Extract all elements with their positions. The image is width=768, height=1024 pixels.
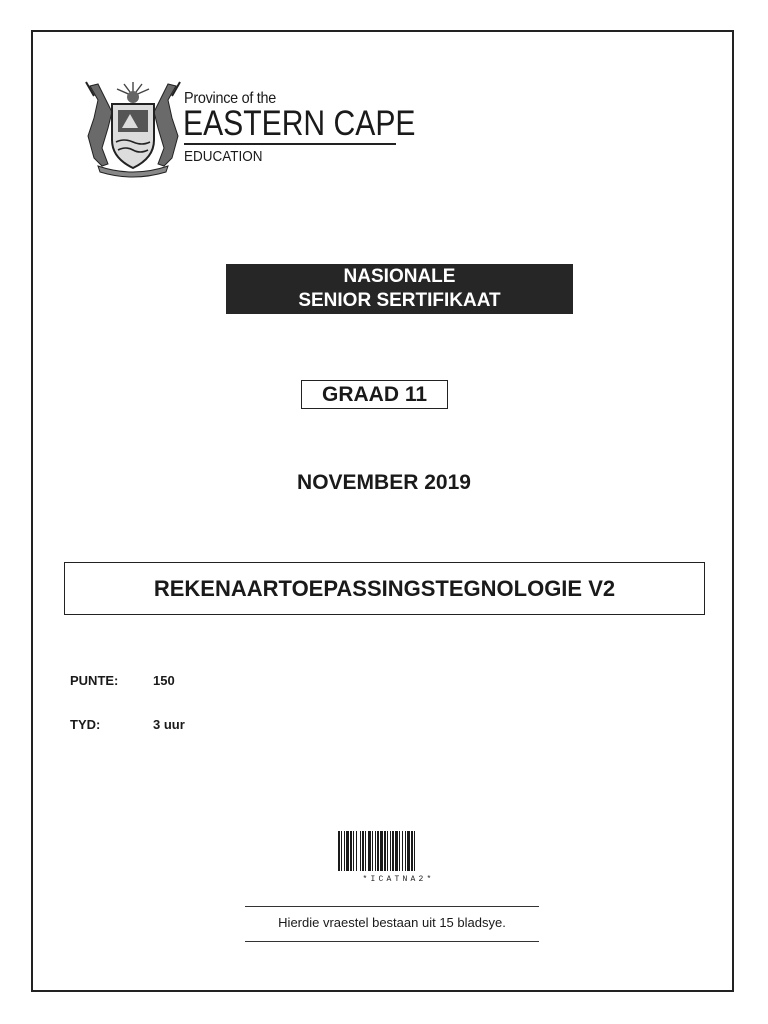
subject-title: REKENAARTOEPASSINGSTEGNOLOGIE V2 [64, 562, 705, 615]
certificate-banner [226, 264, 573, 314]
logo-divider [184, 143, 396, 145]
time-label: TYD: [70, 717, 101, 732]
logo-province-text: Province of the [184, 90, 277, 107]
certificate-line-1: NASIONALE [343, 266, 456, 287]
coat-of-arms-icon [80, 78, 186, 178]
footer-top-rule [245, 906, 539, 907]
barcode [337, 831, 460, 883]
footer-bottom-rule [245, 941, 539, 942]
page-count-note: Hierdie vraestel bestaan uit 15 bladsye. [278, 915, 506, 930]
certificate-line-2: SENIOR SERTIFIKAAT [298, 290, 501, 311]
marks-label: PUNTE: [70, 673, 119, 688]
logo-education-text: EDUCATION [184, 148, 263, 165]
barcode-bars [338, 831, 415, 871]
grade-box: GRAAD 11 [301, 380, 448, 409]
exam-date: NOVEMBER 2019 [297, 471, 471, 494]
time-value: 3 uur [153, 717, 185, 732]
barcode-text: *ICATNA2* [362, 875, 435, 883]
marks-value: 150 [153, 673, 175, 688]
logo-eastern-cape-text: EASTERN CAPE [183, 104, 416, 143]
eastern-cape-logo [80, 78, 416, 178]
